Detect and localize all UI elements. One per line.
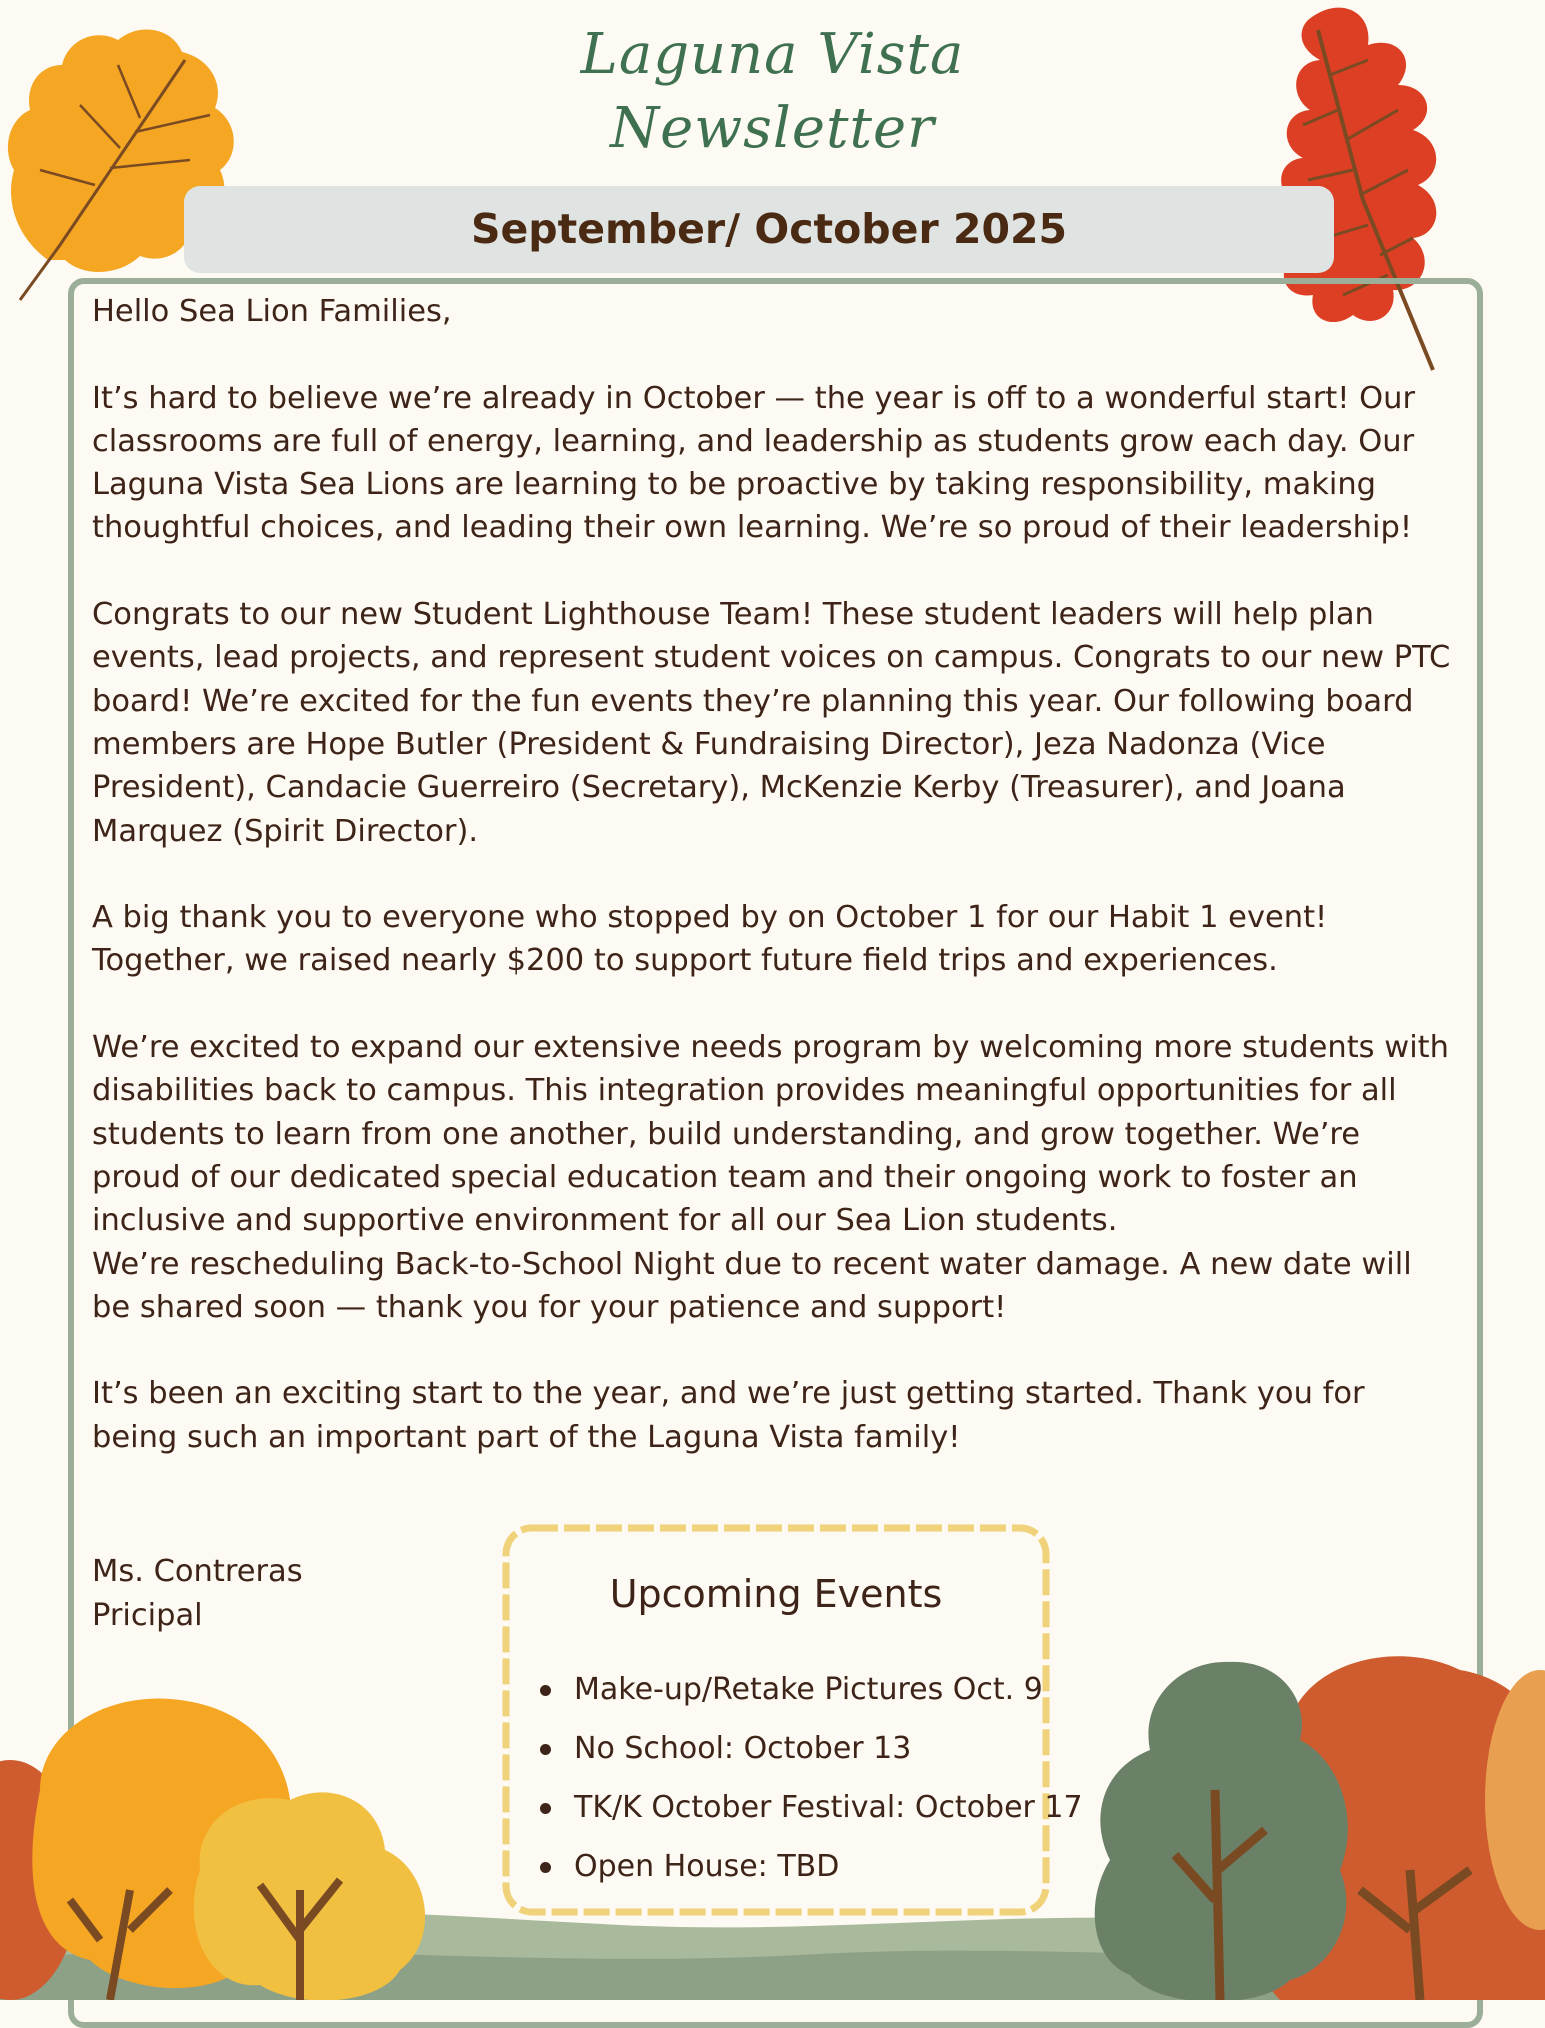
newsletter-title bbox=[0, 18, 1545, 166]
left-yellow-tree bbox=[194, 1792, 425, 2000]
event-item: Open House: TBD bbox=[540, 1837, 1100, 1896]
paragraph-intro: It’s hard to believe we’re already in October — the year is off to a wonderful start! Our classrooms are full of energy, learning, and leadership as students grow each day. Our Laguna Vista Sea Lions are learning to be proactive by taking responsibility, making thoughtful choices, and leading their own learning. We’re so proud of their leadership! bbox=[92, 380, 1416, 546]
paragraph-thanks: A big thank you to everyone who stopped by on October 1 for our Habit 1 event! Together, we raised nearly $200 to support future field trips and experiences. bbox=[92, 900, 1328, 979]
greeting: Hello Sea Lion Families, bbox=[92, 294, 452, 329]
title-line-2: Newsletter bbox=[610, 96, 935, 161]
title-line-1: Laguna Vista bbox=[580, 22, 965, 87]
events-title: Upcoming Events bbox=[609, 1572, 943, 1616]
paragraph-reschedule: We’re rescheduling Back-to-School Night due to recent water damage. A new date will be shared soon — thank you for your patience and support! bbox=[92, 1246, 1412, 1325]
signature bbox=[92, 1550, 303, 1638]
event-item: Make-up/Retake Pictures Oct. 9 bbox=[540, 1660, 1100, 1719]
issue-date: September/ October 2025 bbox=[470, 205, 1068, 253]
paragraph-congrats: Congrats to our new Student Lighthouse Team! These student leaders will help plan events, lead projects, and represent student voices on campus. Congrats to our new PTC board! We’re excited for the fun events they’re planning this year. Our following board members are Hope Butler (President & Fundraising Director), Jeza Nadonza (Vice President), Candacie Guerreiro (Secretary), McKenzie Kerby (Treasurer), and Joana Marquez (Spirit Director). bbox=[92, 597, 1451, 849]
signature-name: Ms. Contreras bbox=[92, 1554, 303, 1589]
letter-body bbox=[92, 290, 1452, 1502]
paragraph-closing: It’s been an exciting start to the year, and we’re just getting started. Thank you for being such an important part of the Laguna Vista family! bbox=[92, 1376, 1365, 1455]
event-item: No School: October 13 bbox=[540, 1719, 1100, 1778]
event-item: TK/K October Festival: October 17 bbox=[540, 1778, 1100, 1837]
signature-title: Pricipal bbox=[92, 1598, 203, 1633]
events-list bbox=[540, 1660, 1100, 1896]
paragraph-program: We’re excited to expand our extensive needs program by welcoming more students with disabilities back to campus. This integration provides meaningful opportunities for all students to learn from one another, build understanding, and grow together. We’re proud of our dedicated special education team and their ongoing work to foster an inclusive and supportive environment for all our Sea Lion students. bbox=[92, 1030, 1449, 1239]
